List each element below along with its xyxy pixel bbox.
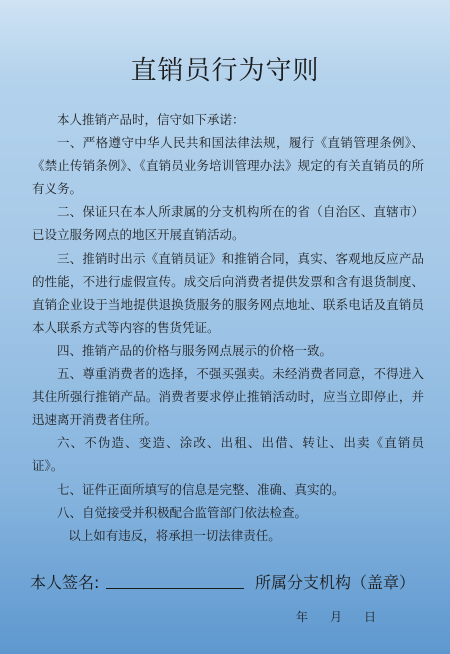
rule-item-3: 三、推销时出示《直销员证》和推销合同，真实、客观地反应产品的性能，不进行虚假宣传。成交后向消费者提供发票和含有退货制度、直销企业设于当地提供退换货服务的服务网点地址、联系电话及直销员本人联系方式等内容的售货凭证。 [32,250,424,335]
code-of-conduct-text [32,108,424,547]
rule-item-1: 一、严格遵守中华人民共和国法律法规，履行《直销管理条例》、《禁止传销条例》、《直销员业务培训管理办法》规定的有关直销员的所有义务。 [32,135,424,197]
rule-item-5: 五、尊重消费者的选择，不强买强卖。未经消费者同意，不得进入其住所强行推销产品。消费者要求停止推销活动时，应当立即停止，并迅速离开消费者住所。 [32,366,424,428]
intro-paragraph: 本人推销产品时，信守如下承诺： [57,112,245,127]
rule-item-6: 六、不伪造、变造、涂改、出租、出借、转让、出卖《直销员证》。 [32,435,424,474]
signature-line[interactable] [106,588,244,589]
rule-item-7: 七、证件正面所填写的信息是完整、准确、真实的。 [57,481,345,497]
signature-label: 本人签名: [30,573,100,592]
date-year-label: 年 [296,610,309,624]
date-month-label: 月 [330,610,343,624]
signature-row [30,570,430,594]
closing-statement: 以上如有违反，将承担一切法律责任。 [68,527,281,543]
rule-item-4: 四、推销产品的价格与服务网点展示的价格一致。 [57,342,333,358]
rule-item-2: 二、保证只在本人所隶属的分支机构所在的省（自治区、直辖市）已设立服务网点的地区开展直销活动。 [32,204,424,243]
date-day-label: 日 [364,610,377,624]
branch-stamp-label: 所属分支机构（盖章） [255,573,416,592]
rule-item-8: 八、自觉接受并积极配合监管部门依法检查。 [57,504,308,520]
page-title: 直销员行为守则 [130,56,320,86]
